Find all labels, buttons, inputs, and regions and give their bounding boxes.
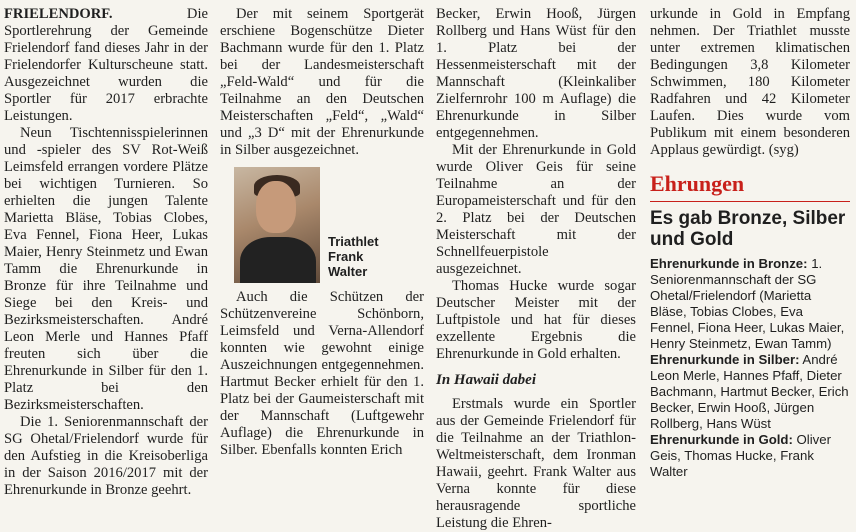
paragraph: Erstmals wurde ein Sportler aus der Gemeinde Frielendorf für die Teilnahme an der Triathlon-Weltmeisterschaft, dem Ironman Hawaii, geehrt. Frank Walter aus Verna konnte für diese herausragende sportliche Leistung die Ehren- bbox=[436, 396, 636, 531]
gold-label: Ehrenurkunde in Gold: bbox=[650, 432, 793, 447]
article-column-4 bbox=[650, 6, 850, 480]
article-column-1 bbox=[4, 6, 208, 499]
silver-entry bbox=[650, 352, 850, 432]
paragraph-text: Die Sportlerehrung der Gemeinde Frielendorf fand dieses Jahr in der Frielendorfer Kulturscheune statt. Ausgezeichnet wurden die Sportler für 2017 erbrachte Leistungen. bbox=[4, 6, 208, 124]
article-column-3 bbox=[436, 6, 636, 532]
paragraph: Becker, Erwin Hooß, Jürgen Rollberg und Hans Wüst für den 1. Platz bei der Hessenmeisterschaft mit der Mannschaft (Kleinkaliber Zielfernrohr 100 m Auflage) die Ehrenurkunde in Silber entgegennehmen. bbox=[436, 6, 636, 141]
bronze-entry bbox=[650, 256, 850, 352]
article-column-2 bbox=[220, 6, 424, 459]
info-box bbox=[650, 171, 850, 480]
paragraph: Thomas Hucke wurde sogar Deutscher Meister mit der Luftpistole und hat für dieses exzellente Ergebnis die Ehrenurkunde in Gold erhalten. bbox=[436, 278, 636, 362]
photo-block bbox=[234, 167, 424, 283]
bronze-text: 1. Seniorenmannschaft der SG Ohetal/Frielendorf (Marietta Bläse, Tobias Clobes, Eva Fennel, Fiona Heer, Lukas Maier, Henry Steinmetz, Ewan Tamm) bbox=[650, 256, 845, 351]
paragraph: Neun Tischtennisspielerinnen und -spieler des SV Rot-Weiß Leimsfeld errangen vordere Plätze bei wichtigen Turnieren. So erhielten die jungen Talente Marietta Bläse, Tobias Clobes, Eva Fennel, Fiona Heer, Lukas Maier, Henry Steinmetz und Ewan Tamm die Ehrenurkunde in Bronze für ihre Teilnahme und Siege bei den Kreis- und Bezirksmeisterschaften. André Leon Merle und Hannes Pfaff freuten sich über die Ehrenurkunde in Silber für den 1. Platz bei den Bezirksmeisterschaften. bbox=[4, 125, 208, 413]
subheading: In Hawaii dabei bbox=[436, 372, 537, 388]
paragraph bbox=[4, 6, 208, 125]
paragraph: Auch die Schützen der Schützenvereine Schönborn, Leimsfeld und Verna-Allendorf konnten wie gewohnt einige Auszeichnungen entgegennehmen. Hartmut Becker erhielt für den 1. Platz bei der Gaumeisterschaft mit der Mannschaft (Luftgewehr Auflage) die Ehrenurkunde in Silber. Ebenfalls konnten Erich bbox=[220, 289, 424, 458]
gold-entry bbox=[650, 432, 850, 480]
paragraph: Der mit seinem Sportgerät erschiene Bogenschütze Dieter Bachmann wurde für den 1. Platz bei der Landesmeisterschaft „Feld-Wald“ und für die Teilnahme an den Deutschen Meisterschaften „Feld“, „Wald“ und „3 D“ mit der Ehrenurkunde in Silber ausgezeichnet. bbox=[220, 6, 424, 158]
bronze-label: Ehrenurkunde in Bronze: bbox=[650, 256, 808, 271]
paragraph: Mit der Ehrenurkunde in Gold wurde Oliver Geis für seine Teilnahme an der Europameisterschaft und für den 2. Platz bei der Deutschen Meisterschaft mit der Schnellfeuerpistole ausgezeichnet. bbox=[436, 142, 636, 277]
dateline: FRIELENDORF. bbox=[4, 6, 113, 22]
paragraph: Die 1. Seniorenmannschaft der SG Ohetal/Frielendorf wurde für den Aufstieg in die Kreisoberliga in der Saison 2016/2017 mit der Ehrenurkunde in Bronze geehrt. bbox=[4, 414, 208, 498]
portrait-photo bbox=[234, 167, 320, 283]
box-headline: Es gab Bronze, Silber und Gold bbox=[650, 208, 846, 250]
silver-label: Ehrenurkunde in Silber: bbox=[650, 352, 800, 367]
silver-text: André Leon Merle, Hannes Pfaff, Dieter Bachmann, Hartmut Becker, Erich Becker, Erwin Hooß, Jürgen Rollberg, Hans Wüst bbox=[650, 352, 849, 431]
divider bbox=[650, 201, 850, 202]
gold-text: Oliver Geis, Thomas Hucke, Frank Walter bbox=[650, 432, 831, 479]
paragraph: urkunde in Gold in Empfang nehmen. Der Triathlet musste unter extremen klimatischen Bedingungen 3,8 Kilometer Schwimmen, 180 Kilometer Radfahren und 42 Kilometer Laufen. Dies wurde vom Publikum mit einem besonderen Applaus gewürdigt. (syg) bbox=[650, 6, 850, 158]
box-kicker: Ehrungen bbox=[650, 171, 745, 196]
photo-caption: Triathlet Frank Walter bbox=[328, 234, 379, 279]
